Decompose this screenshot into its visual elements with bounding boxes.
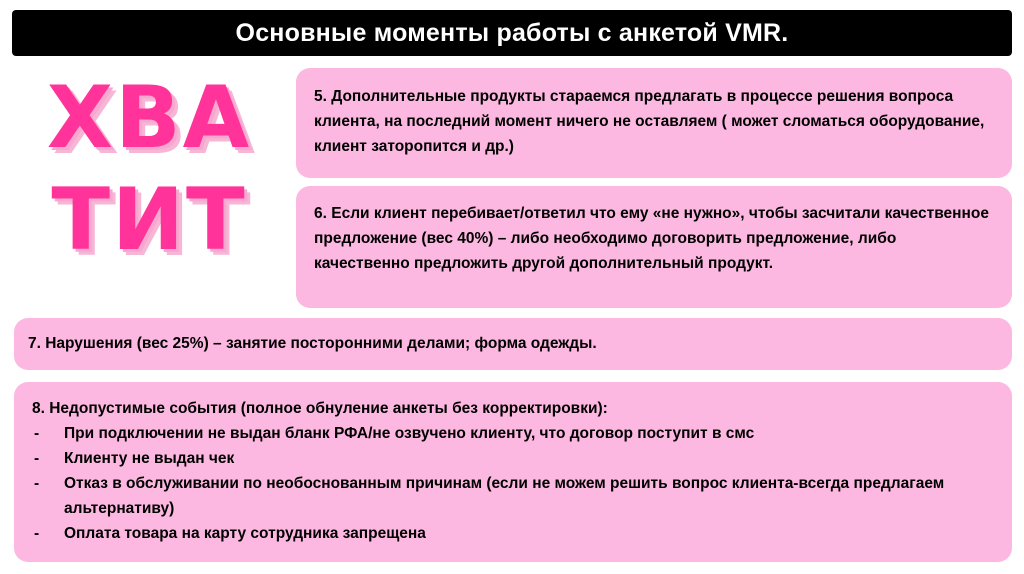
list-item xyxy=(28,521,998,546)
bullet-dash-icon: - xyxy=(34,425,40,442)
content-box-item-8-intro: 8. Недопустимые события (полное обнуление анкеты без корректировки): xyxy=(32,400,608,417)
hvatit-logo-image xyxy=(14,66,284,301)
list-item-label: Оплата товара на карту сотрудника запрещена xyxy=(64,525,426,542)
list-item-label: Отказ в обслуживании по необоснованным причинам (если не можем решить вопрос клиента-всегда предлагаем альтернативу) xyxy=(64,475,945,517)
list-item xyxy=(28,446,998,471)
content-box-item-6 xyxy=(296,186,1012,308)
logo-line-1: ХВА xyxy=(46,68,252,168)
logo-line-2: ТИТ xyxy=(51,170,247,270)
content-box-item-6-text: 6. Если клиент перебивает/ответил что ему «не нужно», чтобы засчитали качественное предложение (вес 40%) – либо необходимо договорить предложение, либо качественно предложить другой дополнительный продукт. xyxy=(314,205,989,272)
content-box-item-5-text: 5. Дополнительные продукты стараемся предлагать в процессе решения вопроса клиента, на последний момент ничего не оставляем ( может сломаться оборудование, клиент заторопится и др.) xyxy=(314,88,985,155)
bullet-dash-icon: - xyxy=(34,450,40,467)
bullet-dash-icon: - xyxy=(34,475,40,492)
page-title: Основные моменты работы с анкетой VMR. xyxy=(235,18,789,47)
list-item xyxy=(28,421,998,446)
title-bar xyxy=(12,10,1012,56)
list-item-label: Клиенту не выдан чек xyxy=(64,450,235,467)
content-box-item-7 xyxy=(14,318,1012,370)
list-item xyxy=(28,471,998,521)
bullet-dash-icon: - xyxy=(34,525,40,542)
content-box-item-7-text: 7. Нарушения (вес 25%) – занятие посторонними делами; форма одежды. xyxy=(28,335,597,352)
content-box-item-5 xyxy=(296,68,1012,178)
list-item-label: При подключении не выдан бланк РФА/не озвучено клиенту, что договор поступит в смс xyxy=(64,425,755,442)
forbidden-events-list xyxy=(28,421,998,546)
content-box-item-8 xyxy=(14,382,1012,562)
